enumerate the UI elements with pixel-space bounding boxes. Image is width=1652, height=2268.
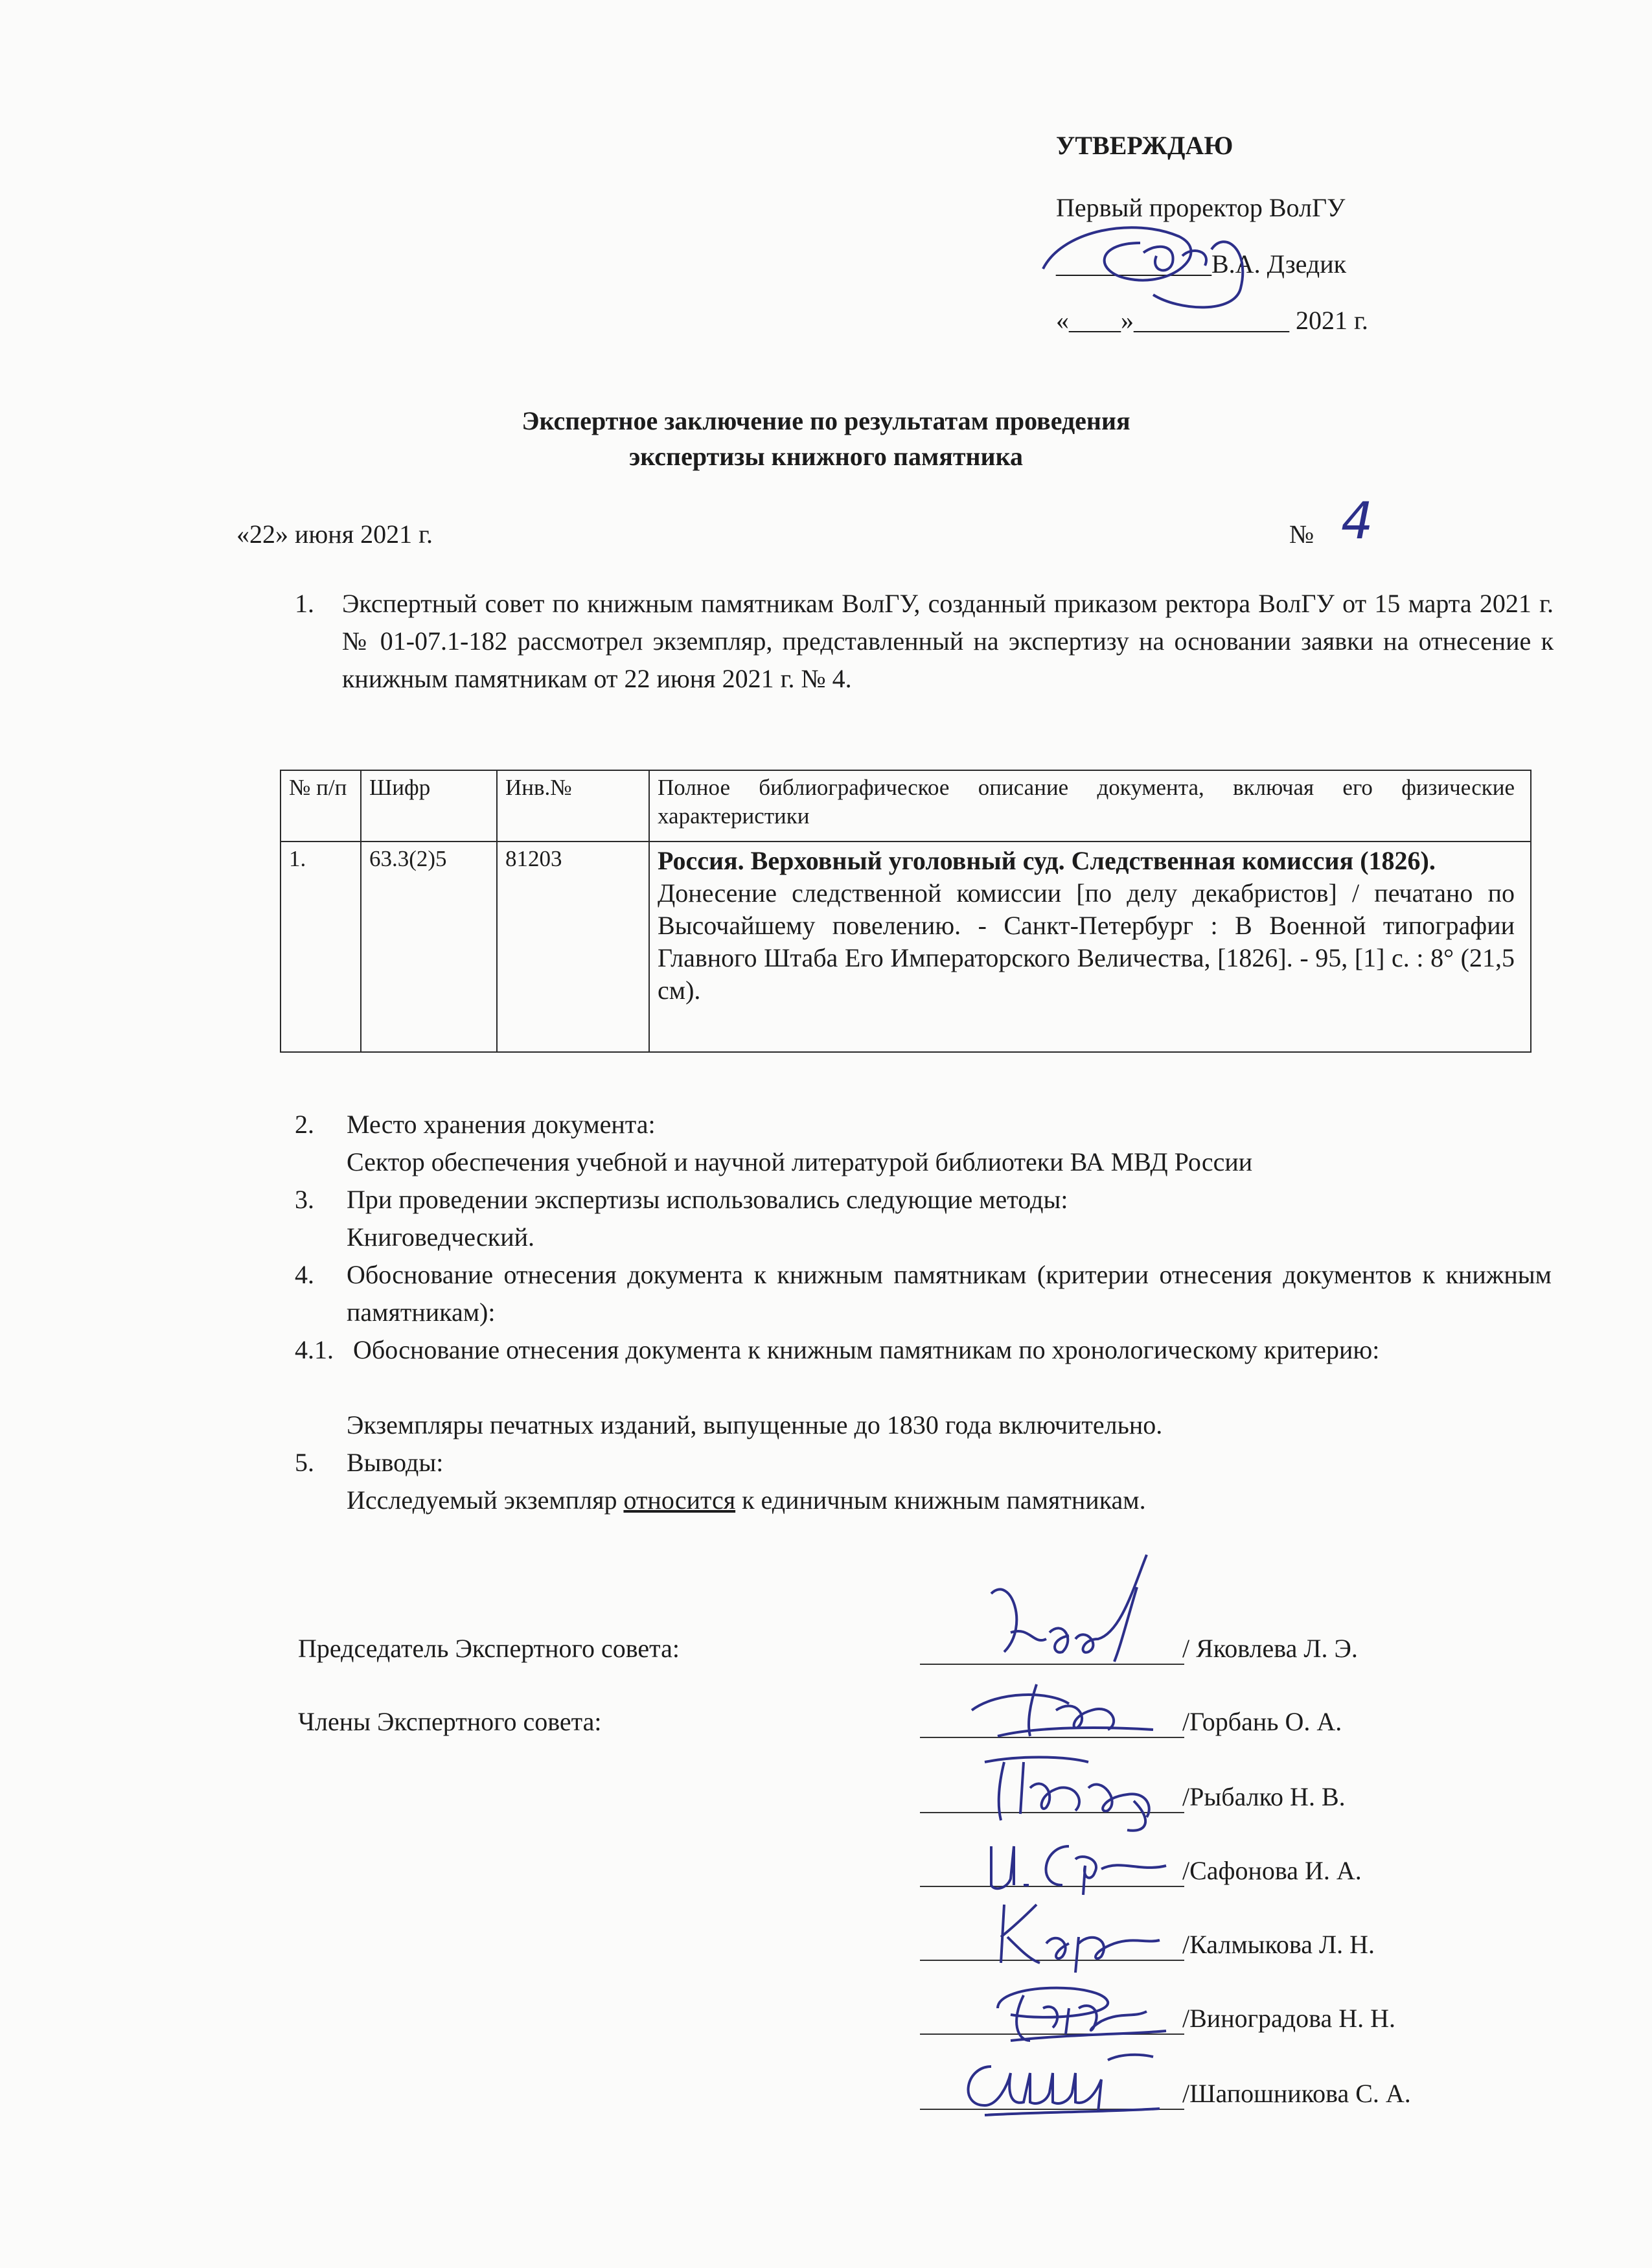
section2-number: 2. [295, 1110, 314, 1139]
section4-title: Обоснование отнесения документа к книжным памятникам (критерии отнесения документов к книжным памятникам): [347, 1260, 1552, 1327]
signature-kalmykova-icon [985, 1892, 1179, 1976]
section1-text: Экспертный совет по книжным памятникам ВолГУ, созданный приказом ректора ВолГУ от 15 марта 2021 г. № 01-07.1-182 рассмотрел экземпляр, представленный на экспертизу на основании заявки на отнесение к книжным памятникам от 22 июня 2021 г. № 4. [342, 589, 1554, 693]
section41-title: Обоснование отнесения документа к книжным памятникам по хронологическому критерию: [353, 1335, 1380, 1364]
signature-name-7: /Шапошникова С. А. [1182, 2079, 1411, 2108]
signature-name-3: /Рыбалко Н. В. [1182, 1782, 1346, 1811]
members-label: Члены Экспертного совета: [298, 1707, 602, 1736]
table-cell-code: 63.3(2)5 [361, 842, 497, 1052]
signature-name-6: /Виноградова Н. Н. [1182, 2004, 1396, 2033]
document-number-handwritten: 4 [1341, 492, 1373, 551]
section3-text: Книговедческий. [347, 1222, 534, 1252]
section41-text: Экземпляры печатных изданий, выпущенные до 1830 года включительно. [347, 1410, 1163, 1439]
table-row [281, 842, 1531, 1052]
signature-name-5: /Калмыкова Л. Н. [1182, 1930, 1375, 1959]
approval-position: Первый проректор ВолГУ [1056, 193, 1346, 222]
document-date: «22» июня 2021 г. [236, 520, 433, 549]
section5-text-underlined: относится [623, 1485, 736, 1515]
section1-number: 1. [295, 589, 314, 618]
table-cell-desc [649, 842, 1531, 1052]
document-title-line1: Экспертное заключение по результатам проведения [522, 406, 1130, 435]
section3-title: При проведении экспертизы использовались следующие методы: [347, 1185, 1068, 1214]
table-header-num: № п/п [281, 770, 361, 842]
table-cell-num: 1. [281, 842, 361, 1052]
signature-rybalko-icon [959, 1736, 1192, 1833]
section5-text [347, 1482, 1146, 1519]
section2-title: Место хранения документа: [347, 1110, 656, 1139]
signature-safonova-icon [972, 1820, 1192, 1898]
section41-number: 4.1. [295, 1335, 334, 1364]
table-header-row [281, 770, 1531, 842]
signature-name-1: / Яковлева Л. Э. [1182, 1634, 1358, 1663]
document-title-line2: экспертизы книжного памятника [628, 442, 1024, 471]
table-header-inv: Инв.№ [497, 770, 649, 842]
approval-name-line: ____________В.А. Дзедик [1056, 249, 1347, 279]
section5-title: Выводы: [347, 1448, 444, 1477]
approval-title: УТВЕРЖДАЮ [1056, 131, 1233, 160]
table-cell-desc-heading: Россия. Верховный уголовный суд. Следственная комиссия (1826). [658, 846, 1436, 875]
items-table [280, 770, 1532, 1053]
chair-label: Председатель Экспертного совета: [298, 1634, 680, 1663]
document-number-label: № [1289, 520, 1314, 549]
table-header-code: Шифр [361, 770, 497, 842]
section5-text-after: к единичным книжным памятникам. [735, 1485, 1146, 1515]
table-header-desc [649, 770, 1531, 842]
table-header-desc-text: Полное библиографическое описание документа, включая его физические характеристики [658, 775, 1515, 829]
section4-number: 4. [295, 1260, 314, 1289]
section2-text: Сектор обеспечения учебной и научной литературой библиотеки ВА МВД России [347, 1147, 1253, 1176]
document-title [0, 403, 1652, 474]
signature-yakovleva-icon [972, 1548, 1192, 1678]
approval-date-line: «____»____________ 2021 г. [1056, 306, 1368, 335]
section5-text-before: Исследуемый экземпляр [347, 1485, 624, 1515]
section3-number: 3. [295, 1185, 314, 1214]
signature-name-4: /Сафонова И. А. [1182, 1856, 1362, 1885]
rector-signature-icon [1017, 191, 1276, 327]
signature-name-2: /Горбань О. А. [1182, 1707, 1342, 1736]
signature-shaposhnikova-icon [946, 2041, 1179, 2125]
table-cell-desc-text: Донесение следственной комиссии [по делу декабристов] / печатано по Высочайшему повелению. - Санкт-Петербург : В Военной типографии Главного Штаба Его Императорского Величества, [1826]. - 95, [1] с. : 8° (21,5 см). [658, 878, 1515, 1005]
table-cell-inv: 81203 [497, 842, 649, 1052]
section5-number: 5. [295, 1448, 314, 1477]
